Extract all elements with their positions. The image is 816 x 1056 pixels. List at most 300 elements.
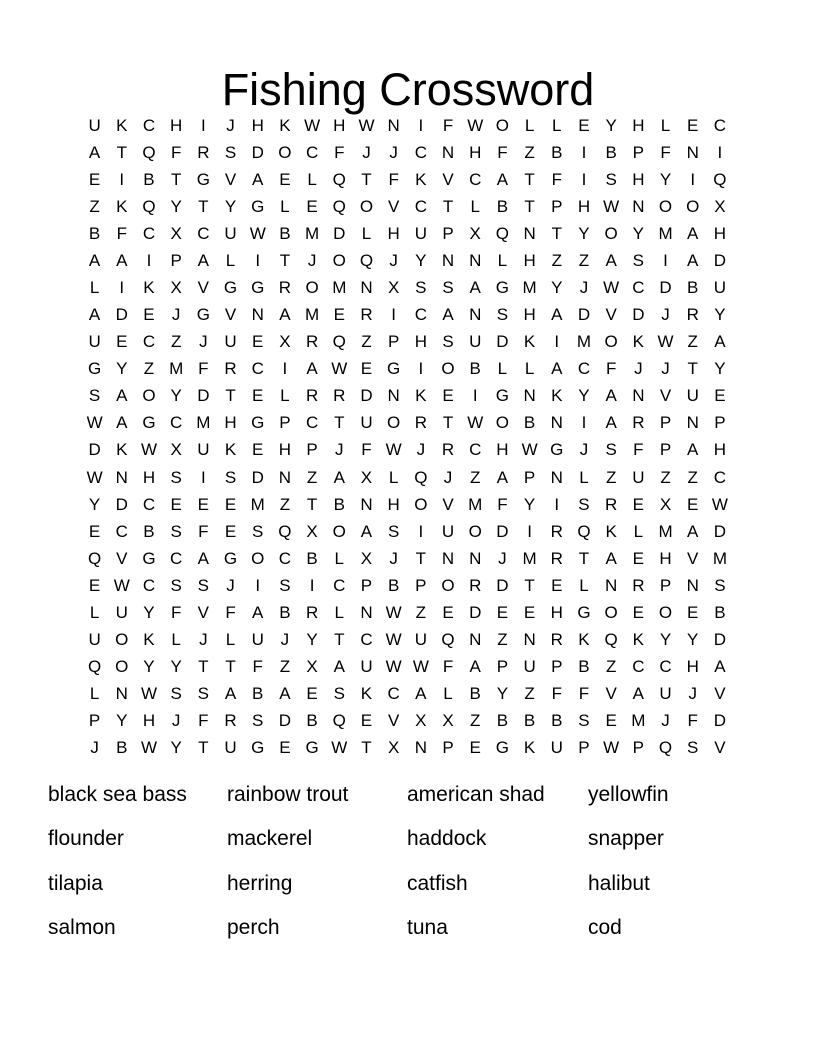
grid-letter: N bbox=[387, 386, 400, 406]
grid-letter: C bbox=[142, 332, 156, 352]
grid-letter: J bbox=[389, 142, 398, 162]
grid-letter: J bbox=[579, 440, 589, 460]
grid-letter: X bbox=[279, 332, 291, 352]
grid-letter: K bbox=[632, 332, 645, 352]
grid-letter: N bbox=[251, 305, 264, 325]
grid-letter: W bbox=[711, 494, 728, 514]
grid-letter: K bbox=[523, 332, 536, 352]
grid-letter: N bbox=[686, 575, 699, 595]
grid-letter: Q bbox=[87, 548, 102, 568]
grid-letter: F bbox=[660, 142, 671, 162]
grid-letter: W bbox=[385, 440, 402, 460]
grid-letter: Z bbox=[415, 602, 427, 622]
grid-letter: Z bbox=[605, 657, 617, 677]
grid-letter: A bbox=[442, 305, 454, 325]
grid-letter: P bbox=[442, 223, 454, 243]
grid-letter: E bbox=[714, 386, 726, 406]
grid-letter: V bbox=[687, 548, 699, 568]
grid-letter: O bbox=[305, 278, 319, 297]
grid-letter: L bbox=[89, 278, 100, 297]
grid-letter: Y bbox=[116, 711, 128, 731]
grid-letter: N bbox=[441, 142, 455, 162]
grid-letter: Q bbox=[278, 521, 292, 541]
grid-letter: U bbox=[469, 332, 482, 352]
grid-letter: E bbox=[116, 332, 128, 352]
grid-letter: B bbox=[551, 142, 563, 162]
grid-row bbox=[81, 735, 734, 762]
grid-letter: P bbox=[578, 738, 590, 758]
grid-letter: A bbox=[605, 548, 617, 568]
grid-letter: Z bbox=[170, 332, 182, 352]
grid-letter: W bbox=[603, 738, 620, 758]
grid-letter: S bbox=[578, 711, 590, 731]
grid-letter: D bbox=[115, 494, 128, 514]
grid-letter: H bbox=[713, 223, 727, 243]
grid-letter: X bbox=[659, 494, 672, 514]
grid-letter: P bbox=[360, 575, 373, 595]
grid-letter: F bbox=[551, 684, 562, 704]
grid-letter: D bbox=[496, 332, 509, 352]
grid-letter: R bbox=[550, 521, 563, 541]
grid-letter: H bbox=[577, 196, 591, 216]
grid-letter: L bbox=[497, 250, 508, 270]
grid-letter: M bbox=[169, 359, 184, 379]
grid-letter: D bbox=[713, 521, 727, 541]
grid-letter: A bbox=[224, 684, 237, 704]
grid-letter: Y bbox=[88, 494, 101, 514]
grid-letter: N bbox=[523, 630, 536, 650]
grid-letter: B bbox=[714, 602, 726, 622]
grid-letter: U bbox=[441, 521, 455, 541]
grid-letter: D bbox=[496, 575, 509, 595]
grid-row bbox=[81, 247, 734, 274]
grid-letter: A bbox=[415, 684, 427, 704]
grid-letter: J bbox=[171, 711, 181, 731]
grid-letter: K bbox=[415, 386, 427, 406]
grid-letter: N bbox=[686, 413, 699, 433]
word-list-item: yellowfin bbox=[588, 783, 669, 806]
grid-letter: N bbox=[550, 413, 563, 433]
grid-letter: R bbox=[686, 305, 699, 325]
grid-letter: Z bbox=[306, 467, 318, 487]
grid-row bbox=[81, 572, 734, 599]
grid-letter: H bbox=[523, 305, 536, 325]
grid-letter: N bbox=[414, 738, 427, 758]
grid-letter: M bbox=[522, 548, 537, 568]
grid-letter: B bbox=[88, 223, 101, 243]
grid-letter: D bbox=[333, 223, 346, 243]
grid-letter: S bbox=[578, 494, 590, 514]
grid-letter: Y bbox=[687, 630, 699, 650]
grid-letter: G bbox=[495, 278, 510, 297]
grid-letter: E bbox=[687, 602, 699, 622]
grid-letter: A bbox=[116, 250, 128, 270]
word-list-item: herring bbox=[227, 871, 293, 895]
grid-letter: E bbox=[306, 684, 318, 704]
grid-letter: D bbox=[197, 386, 210, 406]
puzzle-title: Fishing Crossword bbox=[221, 64, 595, 116]
grid-letter: K bbox=[605, 521, 617, 541]
grid-letter: C bbox=[305, 413, 319, 433]
grid-letter: A bbox=[116, 413, 128, 433]
grid-letter: C bbox=[387, 684, 400, 704]
grid-letter: W bbox=[140, 738, 157, 758]
grid-letter: I bbox=[119, 278, 125, 297]
grid-letter: A bbox=[88, 142, 101, 162]
grid-letter: P bbox=[714, 413, 726, 433]
word-list bbox=[48, 773, 788, 950]
grid-letter: O bbox=[686, 196, 700, 216]
grid-letter: C bbox=[170, 548, 183, 568]
grid-row bbox=[81, 491, 734, 518]
grid-letter: C bbox=[469, 440, 482, 460]
grid-letter: S bbox=[714, 575, 726, 595]
grid-letter: W bbox=[86, 467, 103, 487]
grid-letter: P bbox=[659, 413, 672, 433]
grid-row bbox=[81, 383, 734, 410]
grid-letter: O bbox=[414, 494, 428, 514]
grid-letter: A bbox=[469, 278, 481, 297]
grid-letter: K bbox=[143, 630, 155, 650]
grid-letter: R bbox=[333, 386, 346, 406]
grid-letter: L bbox=[280, 386, 290, 406]
grid-letter: C bbox=[305, 142, 319, 162]
grid-letter: O bbox=[441, 359, 455, 379]
grid-letter: I bbox=[255, 250, 261, 270]
grid-letter: K bbox=[279, 115, 291, 135]
grid-letter: E bbox=[252, 386, 264, 406]
grid-letter: L bbox=[524, 359, 535, 379]
grid-letter: G bbox=[223, 278, 238, 297]
grid-letter: A bbox=[687, 223, 699, 243]
grid-letter: O bbox=[495, 115, 510, 135]
grid-row bbox=[81, 274, 734, 301]
grid-letter: R bbox=[197, 142, 210, 162]
grid-letter: R bbox=[550, 548, 563, 568]
grid-letter: G bbox=[251, 196, 265, 216]
grid-letter: X bbox=[360, 467, 373, 487]
grid-letter: S bbox=[333, 684, 345, 704]
grid-letter: N bbox=[469, 250, 482, 270]
grid-row bbox=[81, 545, 734, 572]
grid-letter: M bbox=[631, 711, 646, 731]
grid-letter: J bbox=[579, 278, 589, 297]
grid-letter: U bbox=[550, 738, 563, 758]
grid-letter: F bbox=[170, 602, 182, 622]
grid-letter: U bbox=[251, 630, 264, 650]
grid-letter: W bbox=[603, 196, 620, 216]
grid-letter: Y bbox=[523, 494, 536, 514]
word-list-item: salmon bbox=[48, 915, 116, 939]
grid-letter: R bbox=[414, 413, 427, 433]
grid-letter: I bbox=[200, 115, 206, 135]
grid-letter: I bbox=[282, 359, 288, 379]
grid-letter: I bbox=[527, 521, 532, 541]
grid-letter: T bbox=[334, 413, 345, 433]
grid-letter: H bbox=[632, 115, 645, 135]
grid-letter: E bbox=[442, 602, 454, 622]
grid-letter: G bbox=[251, 738, 265, 758]
grid-letter: X bbox=[714, 196, 726, 216]
grid-letter: A bbox=[197, 548, 210, 568]
grid-letter: L bbox=[579, 467, 589, 487]
word-list-item: cod bbox=[588, 915, 622, 939]
word-list-item: mackerel bbox=[227, 827, 313, 851]
grid-letter: L bbox=[307, 169, 317, 189]
grid-letter: J bbox=[661, 359, 670, 379]
word-list-item: catfish bbox=[407, 871, 468, 895]
grid-letter: A bbox=[469, 657, 481, 677]
grid-letter: Q bbox=[658, 738, 673, 758]
grid-letter: U bbox=[686, 386, 699, 406]
grid-letter: V bbox=[659, 386, 672, 406]
grid-letter: S bbox=[252, 521, 264, 541]
word-list-item: halibut bbox=[588, 871, 650, 895]
grid-letter: W bbox=[412, 657, 429, 677]
grid-letter: J bbox=[335, 440, 344, 460]
grid-letter: M bbox=[576, 332, 592, 352]
grid-letter: V bbox=[605, 684, 617, 704]
grid-letter: E bbox=[333, 305, 345, 325]
grid-letter: V bbox=[442, 169, 454, 189]
grid-letter: Y bbox=[116, 359, 128, 379]
grid-letter: J bbox=[280, 630, 290, 650]
grid-letter: A bbox=[551, 305, 563, 325]
grid-letter: T bbox=[198, 196, 209, 216]
word-list-item: snapper bbox=[588, 827, 664, 851]
grid-letter: H bbox=[387, 223, 400, 243]
grid-letter: Y bbox=[306, 630, 318, 650]
grid-letter: I bbox=[200, 467, 206, 487]
grid-letter: Z bbox=[279, 657, 291, 677]
grid-letter: C bbox=[414, 196, 427, 216]
grid-letter: Y bbox=[714, 359, 726, 379]
grid-letter: E bbox=[442, 386, 454, 406]
word-list-item: haddock bbox=[407, 827, 487, 851]
grid-letter: L bbox=[334, 602, 345, 622]
grid-letter: Q bbox=[441, 630, 455, 650]
grid-letter: J bbox=[226, 575, 235, 595]
grid-letter: C bbox=[360, 630, 373, 650]
word-list-item: perch bbox=[227, 915, 280, 939]
grid-letter: U bbox=[224, 738, 237, 758]
grid-letter: G bbox=[142, 413, 156, 433]
grid-letter: A bbox=[88, 250, 101, 270]
grid-letter: J bbox=[389, 250, 398, 270]
grid-letter: C bbox=[251, 359, 264, 379]
grid-letter: O bbox=[359, 196, 374, 216]
grid-letter: A bbox=[88, 305, 101, 325]
grid-letter: C bbox=[713, 115, 727, 135]
grid-letter: B bbox=[523, 413, 536, 433]
grid-letter: N bbox=[441, 548, 455, 568]
grid-letter: Q bbox=[577, 521, 591, 541]
grid-letter: S bbox=[252, 711, 264, 731]
grid-letter: T bbox=[116, 142, 127, 162]
grid-row bbox=[81, 681, 734, 708]
grid-letter: K bbox=[360, 684, 373, 704]
grid-letter: A bbox=[360, 521, 373, 541]
grid-letter: W bbox=[467, 115, 484, 135]
grid-letter: B bbox=[279, 223, 291, 243]
grid-letter: I bbox=[554, 494, 560, 514]
grid-letter: L bbox=[225, 250, 236, 270]
grid-letter: Z bbox=[89, 196, 100, 216]
grid-letter: H bbox=[414, 332, 427, 352]
grid-letter: E bbox=[143, 305, 155, 325]
grid-letter: B bbox=[523, 711, 536, 731]
grid-row bbox=[81, 518, 734, 545]
grid-letter: O bbox=[251, 548, 265, 568]
grid-letter: V bbox=[197, 602, 210, 622]
grid-letter: L bbox=[361, 223, 372, 243]
word-list-item: tilapia bbox=[48, 871, 103, 895]
grid-letter: Z bbox=[361, 332, 372, 352]
grid-letter: L bbox=[280, 196, 290, 216]
grid-letter: O bbox=[332, 250, 346, 270]
grid-letter: H bbox=[170, 115, 183, 135]
grid-letter: A bbox=[605, 250, 617, 270]
grid-letter: I bbox=[581, 413, 587, 433]
grid-row bbox=[81, 599, 734, 626]
grid-letter: P bbox=[632, 142, 645, 162]
grid-letter: L bbox=[171, 630, 181, 650]
grid-letter: W bbox=[113, 575, 130, 595]
grid-letter: G bbox=[495, 386, 510, 406]
grid-letter: G bbox=[251, 278, 265, 297]
grid-letter: Y bbox=[632, 223, 645, 243]
grid-letter: B bbox=[578, 657, 590, 677]
grid-letter: Q bbox=[332, 332, 346, 352]
grid-letter: X bbox=[306, 657, 318, 677]
grid-letter: A bbox=[687, 250, 699, 270]
grid-letter: E bbox=[252, 332, 264, 352]
grid-letter: M bbox=[250, 494, 265, 514]
grid-letter: L bbox=[225, 630, 236, 650]
grid-letter: S bbox=[88, 386, 101, 406]
grid-letter: O bbox=[468, 521, 482, 541]
grid-letter: I bbox=[554, 332, 560, 352]
grid-letter: S bbox=[224, 467, 237, 487]
grid-letter: S bbox=[170, 467, 182, 487]
grid-row bbox=[81, 220, 734, 247]
grid-letter: F bbox=[497, 494, 508, 514]
grid-letter: C bbox=[170, 413, 183, 433]
grid-letter: V bbox=[116, 548, 128, 568]
grid-row bbox=[81, 708, 734, 735]
grid-letter: J bbox=[171, 305, 181, 325]
grid-letter: H bbox=[142, 467, 156, 487]
grid-letter: Y bbox=[605, 115, 617, 135]
grid-letter: B bbox=[252, 684, 264, 704]
grid-row bbox=[81, 410, 734, 437]
grid-letter: C bbox=[115, 521, 128, 541]
grid-letter: M bbox=[658, 521, 673, 541]
grid-letter: T bbox=[361, 169, 372, 189]
grid-letter: M bbox=[522, 278, 537, 297]
grid-letter: B bbox=[333, 494, 345, 514]
grid-letter: Y bbox=[551, 278, 563, 297]
grid-letter: F bbox=[388, 169, 399, 189]
grid-letter: K bbox=[143, 278, 155, 297]
grid-letter: U bbox=[197, 440, 210, 460]
grid-letter: F bbox=[497, 142, 508, 162]
grid-letter: D bbox=[659, 278, 672, 297]
grid-letter: X bbox=[469, 223, 481, 243]
grid-letter: D bbox=[469, 602, 482, 622]
grid-letter: J bbox=[226, 115, 235, 135]
grid-letter: N bbox=[469, 305, 482, 325]
grid-letter: T bbox=[225, 386, 236, 406]
grid-letter: J bbox=[199, 630, 208, 650]
grid-letter: O bbox=[142, 386, 156, 406]
grid-row bbox=[81, 356, 734, 383]
grid-letter: E bbox=[279, 738, 291, 758]
grid-letter: B bbox=[605, 142, 617, 162]
grid-letter: S bbox=[279, 575, 291, 595]
grid-letter: F bbox=[578, 684, 590, 704]
grid-letter: U bbox=[414, 223, 427, 243]
grid-letter: E bbox=[551, 575, 563, 595]
word-list-item: tuna bbox=[407, 915, 448, 939]
grid-letter: L bbox=[660, 115, 671, 135]
grid-letter: T bbox=[198, 738, 209, 758]
grid-letter: B bbox=[143, 521, 155, 541]
grid-letter: E bbox=[687, 494, 699, 514]
grid-letter: I bbox=[119, 169, 125, 189]
grid-letter: D bbox=[496, 521, 509, 541]
grid-letter: Z bbox=[143, 359, 155, 379]
grid-letter: G bbox=[251, 413, 265, 433]
grid-letter: B bbox=[279, 602, 291, 622]
grid-letter: C bbox=[659, 657, 672, 677]
grid-letter: E bbox=[632, 494, 645, 514]
grid-letter: P bbox=[415, 575, 427, 595]
grid-letter: B bbox=[143, 169, 155, 189]
grid-letter: N bbox=[278, 467, 292, 487]
grid-letter: H bbox=[686, 657, 699, 677]
grid-letter: A bbox=[632, 684, 645, 704]
word-list-item: rainbow trout bbox=[227, 783, 349, 806]
grid-letter: M bbox=[305, 223, 320, 243]
grid-letter: S bbox=[442, 278, 454, 297]
grid-letter: Q bbox=[332, 169, 346, 189]
grid-letter: U bbox=[523, 657, 536, 677]
grid-letter: C bbox=[278, 548, 292, 568]
grid-letter: D bbox=[278, 711, 292, 731]
grid-letter: G bbox=[87, 359, 102, 379]
grid-letter: H bbox=[278, 440, 292, 460]
grid-letter: L bbox=[497, 359, 508, 379]
grid-letter: U bbox=[360, 413, 373, 433]
grid-letter: V bbox=[387, 711, 400, 731]
grid-letter: E bbox=[578, 115, 590, 135]
grid-letter: H bbox=[387, 494, 400, 514]
grid-letter: Y bbox=[659, 169, 672, 189]
grid-letter: T bbox=[198, 657, 209, 677]
grid-letter: N bbox=[115, 467, 128, 487]
grid-letter: H bbox=[142, 711, 156, 731]
grid-letter: W bbox=[603, 278, 620, 297]
grid-letter: J bbox=[661, 305, 670, 325]
grid-letter: L bbox=[388, 467, 399, 487]
grid-letter: E bbox=[632, 548, 645, 568]
grid-letter: M bbox=[332, 278, 347, 297]
grid-letter: R bbox=[632, 413, 645, 433]
grid-letter: I bbox=[418, 359, 424, 379]
word-list-item: black sea bass bbox=[48, 783, 187, 806]
grid-letter: R bbox=[278, 278, 292, 297]
